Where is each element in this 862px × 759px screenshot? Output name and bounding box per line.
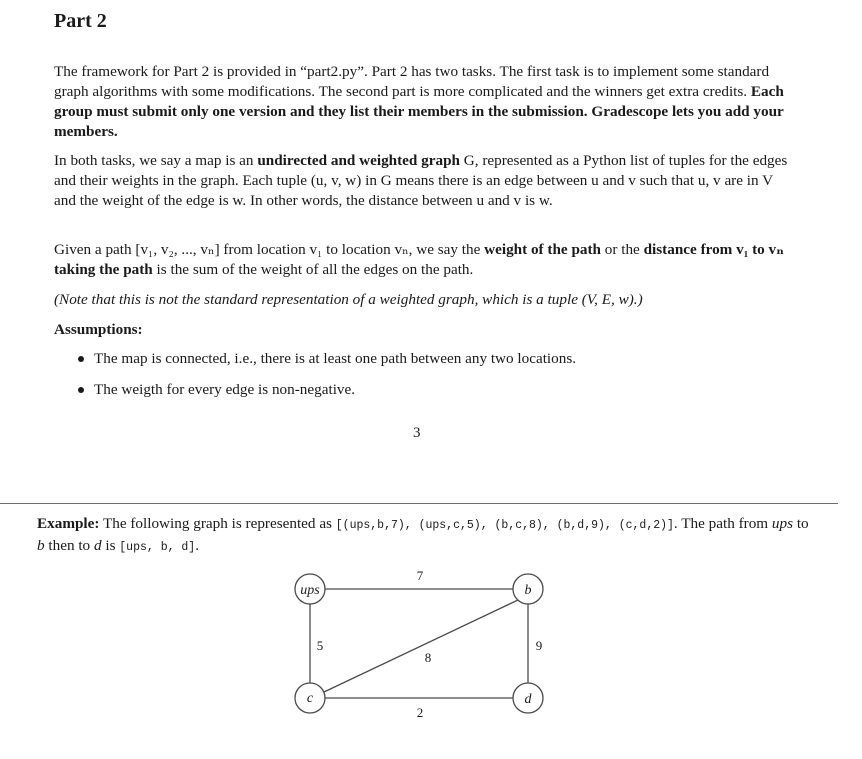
page-divider xyxy=(0,503,838,504)
map-definition-paragraph xyxy=(54,151,794,211)
example-text-3: to xyxy=(793,515,809,532)
example-math-d: d xyxy=(93,537,102,554)
path-def-text-3: is the sum of the weight of all the edges on the path. xyxy=(152,261,474,278)
assumption-item: The weigth for every edge is non-negative. xyxy=(78,380,576,400)
example-text-5: is xyxy=(101,537,120,554)
example-code-edges: [(ups,b,7), (ups,c,5), (b,c,8), (b,d,9), (c,d,2)] xyxy=(335,519,674,532)
path-def-bold-1: weight of the path xyxy=(484,241,601,258)
assumptions-list xyxy=(78,349,576,411)
assumptions-title xyxy=(54,320,794,340)
example-text-2: . The path from xyxy=(673,515,772,532)
path-definition-paragraph xyxy=(54,240,794,280)
assumption-item: The map is connected, i.e., there is at least one path between any two locations. xyxy=(78,349,576,369)
map-def-text-1: In both tasks, we say a map is an xyxy=(54,152,258,169)
edge-weight-b-d: 9 xyxy=(535,638,543,653)
node-label-d: d xyxy=(524,692,532,707)
edge-b-c xyxy=(324,600,518,692)
assumptions-title-text: Assumptions: xyxy=(54,321,143,338)
path-def-bold-2: distance from v₁ to vₙ taking the path xyxy=(54,241,784,278)
framework-text: The framework for Part 2 is provided in “part2.py”. Part 2 has two tasks. The first task is to implement some standard graph algorithms with some modifications. The second part is more complicated and the winners get extra credits. xyxy=(54,63,770,100)
framework-bold-text: Each group must submit only one version and they list their members in the submission. Gradescope lets you add your members. xyxy=(54,83,784,140)
map-def-bold: undirected and weighted graph xyxy=(257,152,460,169)
edge-weight-ups-c: 5 xyxy=(316,638,324,653)
example-text-4: then to xyxy=(44,537,94,554)
page-heading: Part 2 xyxy=(54,10,107,32)
path-def-text-2: or the xyxy=(601,241,644,258)
note-paragraph: (Note that this is not the standard representation of a weighted graph, which is a tuple (V, E, w).) xyxy=(54,291,643,308)
path-def-text-1: Given a path [v₁, v₂, ..., vₙ] from location v₁ to location vₙ, we say the xyxy=(54,241,485,258)
page-number: 3 xyxy=(413,425,421,441)
node-label-b: b xyxy=(524,583,532,598)
example-code-path: [ups, b, d] xyxy=(119,541,196,554)
edge-weight-c-d: 2 xyxy=(416,705,424,720)
example-text-1: The following graph is represented as xyxy=(99,515,336,532)
example-label: Example: xyxy=(37,515,100,532)
example-math-b: b xyxy=(37,537,45,554)
example-graph xyxy=(270,565,570,740)
node-label-ups: ups xyxy=(300,583,320,598)
example-text-6: . xyxy=(195,537,199,554)
edge-weight-ups-b: 7 xyxy=(416,568,424,583)
node-label-c: c xyxy=(306,691,314,706)
example-paragraph xyxy=(37,514,817,558)
map-def-text-2: G, represented as a Python list of tuples for the edges and their weights in the graph. Each tuple (u, v, w) in G means there is an edge between u and v such that u, v are in V and the weight of the edge is w. In other words, the distance between u and v is w. xyxy=(54,152,788,209)
example-math-ups: ups xyxy=(771,515,794,532)
edge-weight-b-c: 8 xyxy=(424,650,432,665)
framework-paragraph xyxy=(54,62,794,142)
